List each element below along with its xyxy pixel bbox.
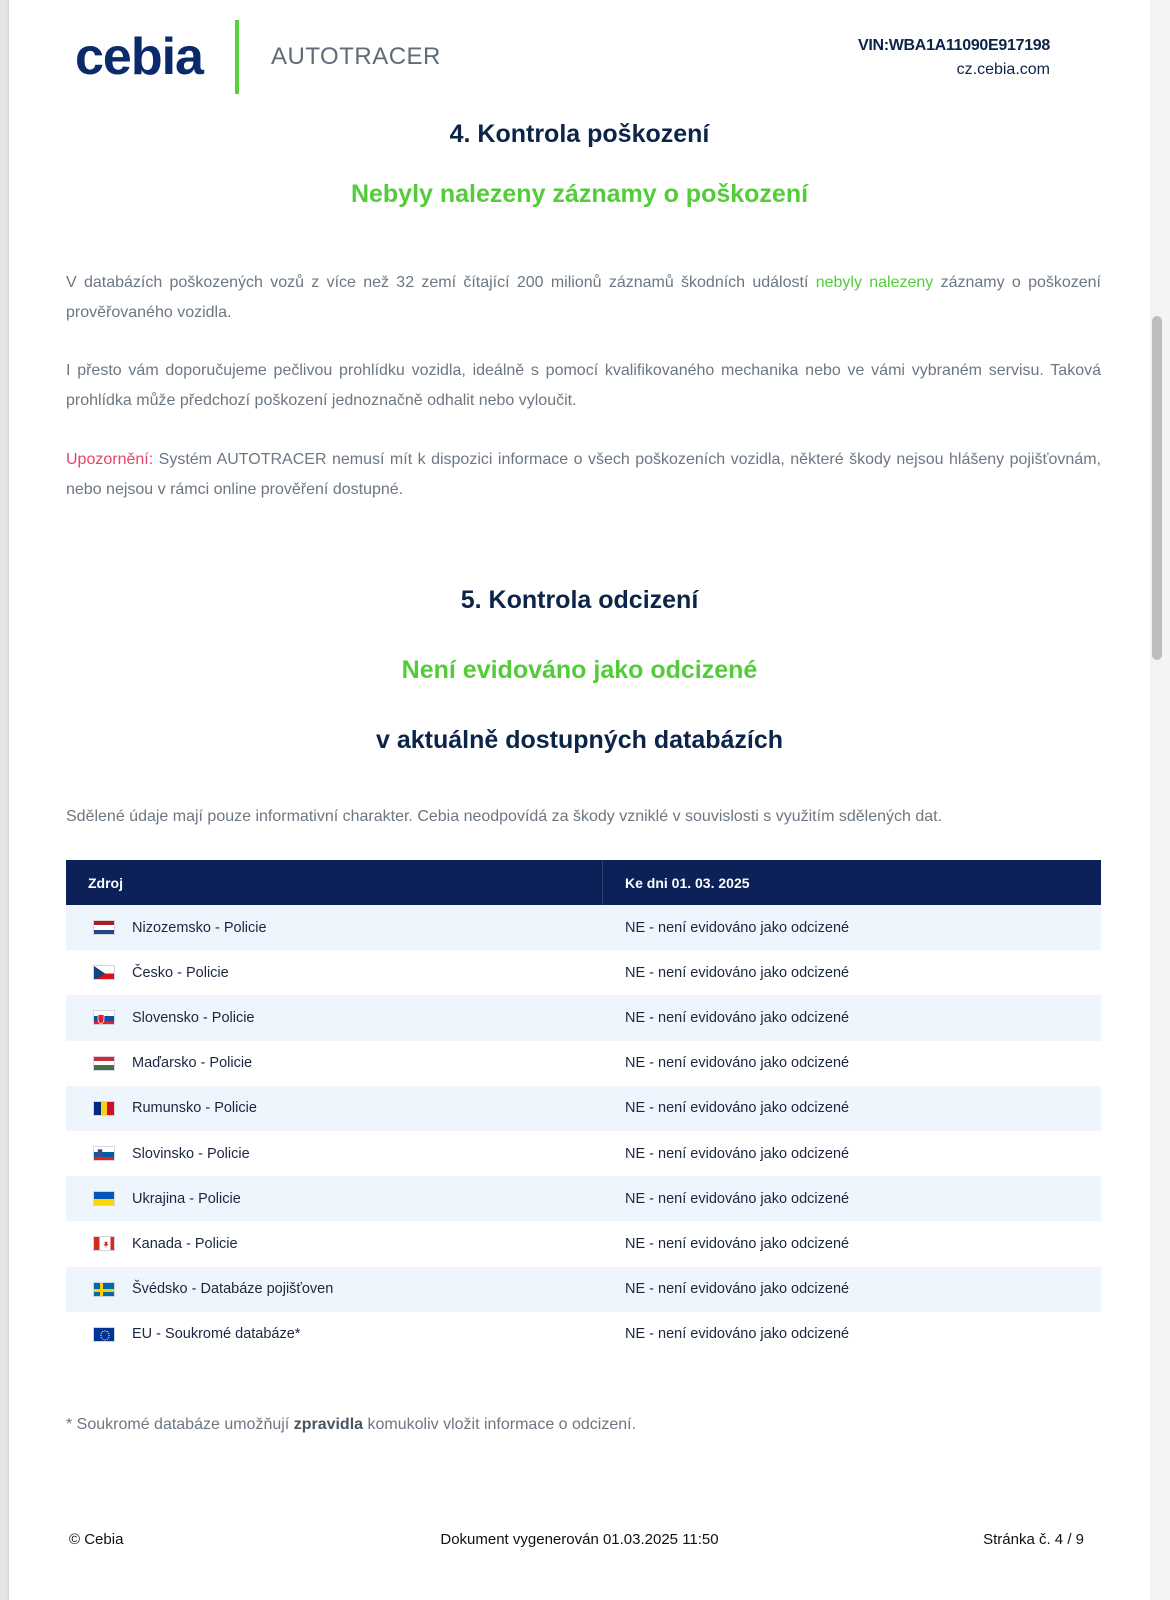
damage-section-title: 4. Kontrola poškození [449, 120, 710, 148]
table-row [66, 1131, 1101, 1176]
flag-ukraine-icon [93, 1191, 115, 1206]
table-row [66, 1176, 1101, 1221]
source-cell [66, 920, 603, 936]
scrollbar-track[interactable] [1150, 0, 1170, 1600]
footer-page-number: Stránka č. 4 / 9 [983, 1531, 1084, 1548]
theft-subtitle: v aktuálně dostupných databázích [375, 726, 784, 754]
table-row [66, 905, 1101, 950]
damage-p1-text: V databázích poškozených vozů z více než 32 zemí čítající 200 milionů záznamů škodních událostí [66, 274, 816, 291]
scrollbar-thumb[interactable] [1152, 316, 1162, 660]
document-page [9, 0, 1150, 1600]
source-cell [66, 1100, 603, 1116]
source-name: Ukrajina - Policie [132, 1190, 241, 1207]
footer-copyright: © Cebia [69, 1531, 124, 1548]
cebia-logo [75, 22, 441, 92]
flag-eu-icon [93, 1327, 115, 1342]
site-url: cz.cebia.com [956, 61, 1050, 78]
status-cell: NE - není evidováno jako odcizené [625, 1190, 850, 1207]
table-row [66, 1221, 1101, 1266]
vin-number: VIN:WBA1A11090E917198 [857, 37, 1050, 54]
flag-netherlands-icon [93, 920, 115, 935]
logo-divider [235, 20, 239, 94]
table-row [66, 1312, 1101, 1357]
theft-disclaimer: Sdělené údaje mají pouze informativní charakter. Cebia neodpovídá za škody vzniklé v souvislosti s využitím sdělených dat. [66, 808, 943, 825]
source-cell [66, 1010, 603, 1026]
warning-label: Upozornění: [66, 451, 154, 468]
flag-sweden-icon [93, 1282, 115, 1297]
flag-hungary-icon [93, 1056, 115, 1071]
source-cell [66, 1055, 603, 1071]
table-row [66, 1041, 1101, 1086]
damage-p1-highlight: nebyly nalezeny [815, 274, 934, 291]
source-cell [66, 1146, 603, 1162]
source-name: Rumunsko - Policie [132, 1100, 257, 1117]
product-name: AUTOTRACER [270, 43, 441, 70]
footnote-text-end: komukoliv vložit informace o odcizení. [363, 1416, 637, 1433]
damage-paragraph-2: I přesto vám doporučujeme pečlivou prohlídku vozidla, ideálně s pomocí kvalifikovaného mechanika nebo ve vámi vybraném servisu. Taková prohlídka může předchozí poškození jednoznačně odhalit nebo vyloučit. [66, 362, 1101, 409]
source-cell [66, 1326, 603, 1342]
footnote-bold: zpravidla [293, 1416, 364, 1433]
damage-warning [66, 445, 1101, 505]
source-name: Česko - Policie [132, 964, 229, 981]
damage-p1-text-end: záznamy o poškození prověřovaného vozidla. [66, 274, 1102, 321]
footnote [66, 1416, 636, 1434]
theft-result: Není evidováno jako odcizené [401, 656, 758, 684]
table-header [66, 860, 1101, 905]
source-name: EU - Soukromé databáze* [132, 1326, 301, 1343]
table-row [66, 1086, 1101, 1131]
theft-section-title: 5. Kontrola odcizení [460, 586, 699, 614]
vin-block [858, 34, 1050, 82]
source-name: Nizozemsko - Policie [132, 919, 267, 936]
source-name: Slovinsko - Policie [132, 1145, 250, 1162]
status-cell: NE - není evidováno jako odcizené [625, 1281, 850, 1298]
status-cell: NE - není evidováno jako odcizené [625, 1326, 850, 1343]
status-cell: NE - není evidováno jako odcizené [625, 1055, 850, 1072]
status-cell: NE - není evidováno jako odcizené [625, 1145, 850, 1162]
table-row [66, 1267, 1101, 1312]
source-name: Kanada - Policie [132, 1235, 238, 1252]
header-date: Ke dni 01. 03. 2025 [625, 874, 750, 891]
footnote-text: * Soukromé databáze umožňují [66, 1416, 294, 1433]
table-row [66, 950, 1101, 995]
flag-slovenia-icon [93, 1146, 115, 1161]
theft-table [66, 860, 1101, 1357]
damage-result: Nebyly nalezeny záznamy o poškození [350, 180, 809, 208]
logo-wordmark: cebia [75, 28, 203, 86]
header-source: Zdroj [66, 860, 603, 905]
source-name: Švédsko - Databáze pojišťoven [132, 1281, 334, 1298]
status-cell: NE - není evidováno jako odcizené [625, 964, 850, 981]
footer-generated: Dokument vygenerován 01.03.2025 11:50 [440, 1531, 719, 1548]
status-cell: NE - není evidováno jako odcizené [625, 1009, 850, 1026]
source-name: Maďarsko - Policie [132, 1055, 253, 1072]
source-cell [66, 965, 603, 981]
flag-czechia-icon [93, 965, 115, 980]
flag-canada-icon [93, 1236, 115, 1251]
flag-slovakia-icon [93, 1010, 115, 1025]
flag-romania-icon [93, 1101, 115, 1116]
source-cell [66, 1281, 603, 1297]
source-name: Slovensko - Policie [132, 1009, 255, 1026]
source-cell [66, 1236, 603, 1252]
table-row [66, 995, 1101, 1040]
status-cell: NE - není evidováno jako odcizené [625, 1235, 850, 1252]
source-cell [66, 1191, 603, 1207]
status-cell: NE - není evidováno jako odcizené [625, 1100, 850, 1117]
status-cell: NE - není evidováno jako odcizené [625, 919, 850, 936]
damage-paragraph-1 [66, 268, 1101, 328]
warning-text: Systém AUTOTRACER nemusí mít k dispozici informace o všech poškozeních vozidla, některé škody nejsou hlášeny pojišťovnám, nebo nejsou v rámci online prověření dostupné. [66, 451, 1101, 498]
